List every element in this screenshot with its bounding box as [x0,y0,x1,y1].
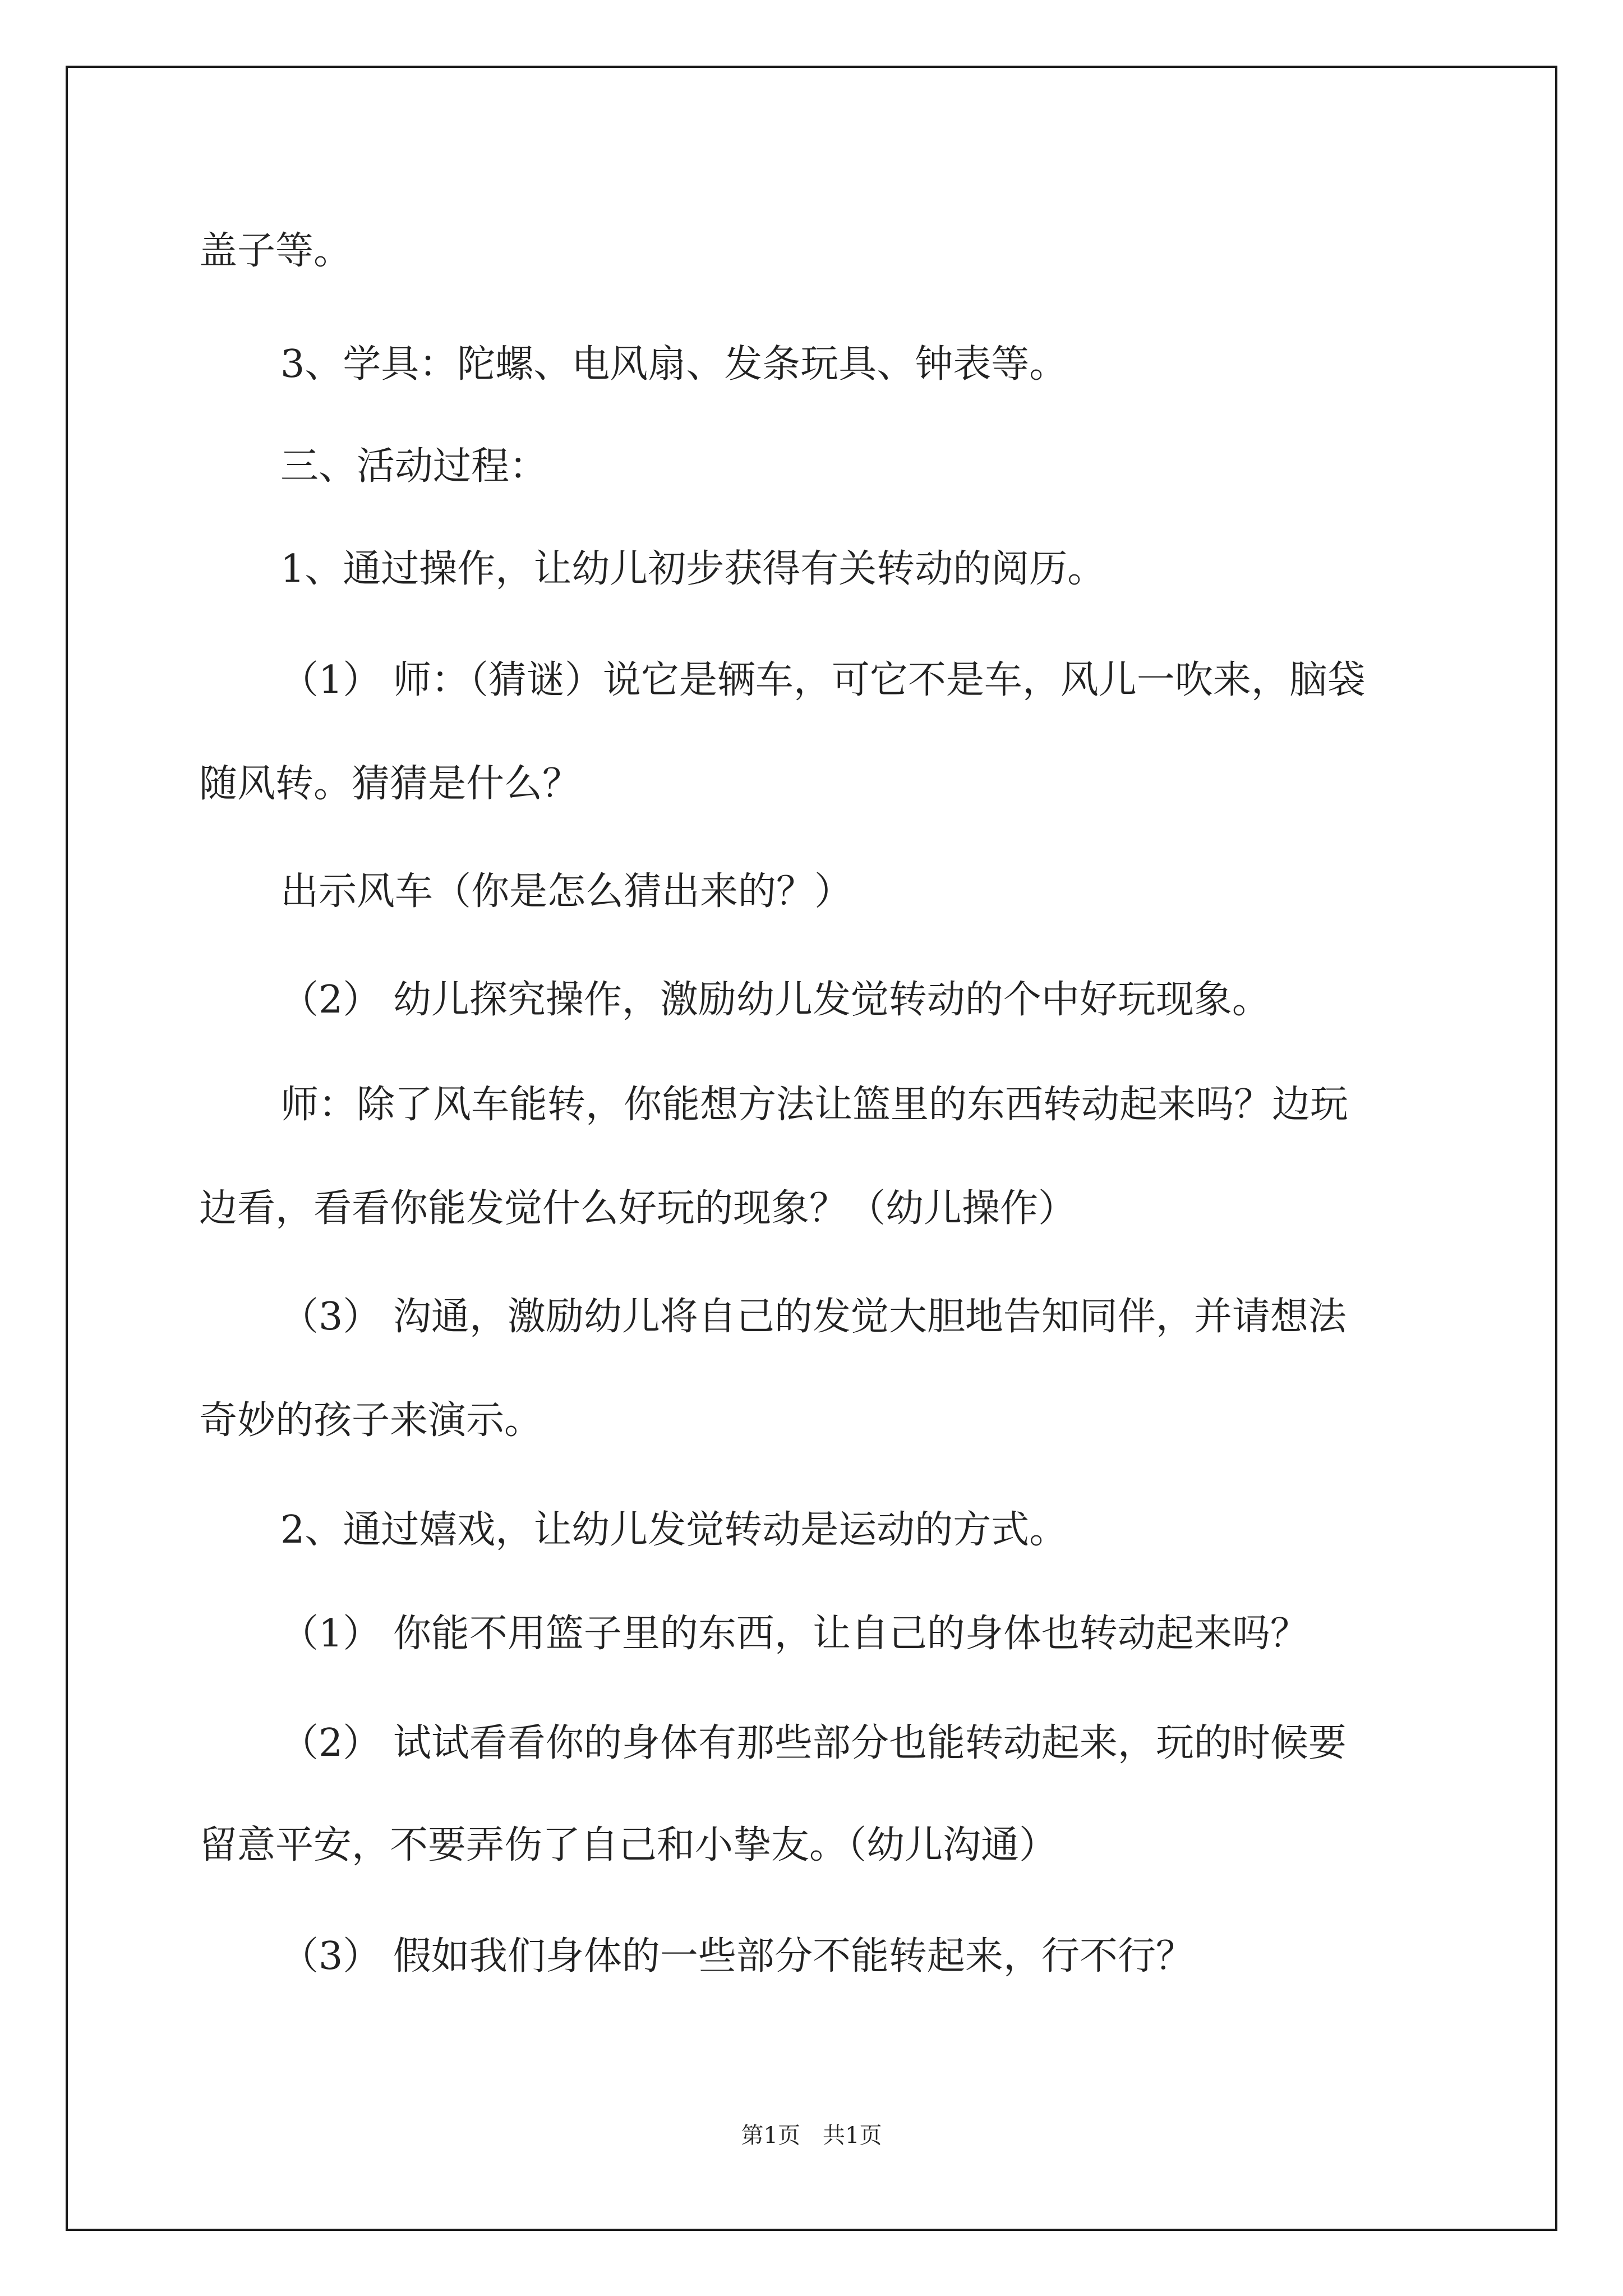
text-line: 师：除了风车能转，你能想方法让篮里的东西转动起来吗？边玩 [280,1083,1349,1127]
text-line: 出示风车（你是怎么猜出来的？） [280,869,853,914]
text-line: （3） 沟通，激励幼儿将自己的发觉大胆地告知同伴，并请想法 [280,1295,1347,1339]
text-line: 奇妙的孩子来演示。 [199,1398,543,1443]
text-line: 留意平安，不要弄伤了自己和小挚友。（幼儿沟通） [199,1823,1058,1867]
text-line: 1、通过操作，让幼儿初步获得有关转动的阅历。 [280,547,1106,591]
text-line: （3） 假如我们身体的一些部分不能转起来，行不行？ [280,1934,1194,1978]
text-line: 三、活动过程： [280,444,548,489]
text-line: （2） 试试看看你的身体有那些部分也能转动起来，玩的时候要 [280,1721,1347,1765]
text-line: 3、学具：陀螺、电风扇、发条玩具、钟表等。 [280,342,1068,386]
page-footer: 第1页 共1页 [741,2123,882,2148]
page-border [66,66,1557,2231]
text-line: （1） 师：（猜谜）说它是辆车，可它不是车，风儿一吹来，脑袋 [280,658,1366,702]
text-line: 2、通过嬉戏，让幼儿发觉转动是运动的方式。 [280,1508,1068,1552]
text-line: 边看，看看你能发觉什么好玩的现象？（幼儿操作） [199,1186,1077,1231]
text-line: （2） 幼儿探究操作，激励幼儿发觉转动的个中好玩现象。 [280,978,1270,1022]
text-line: 随风转。猜猜是什么？ [199,762,581,806]
text-line: （1） 你能不用篮子里的东西，让自己的身体也转动起来吗？ [280,1612,1308,1656]
text-line: 盖子等。 [199,229,352,273]
